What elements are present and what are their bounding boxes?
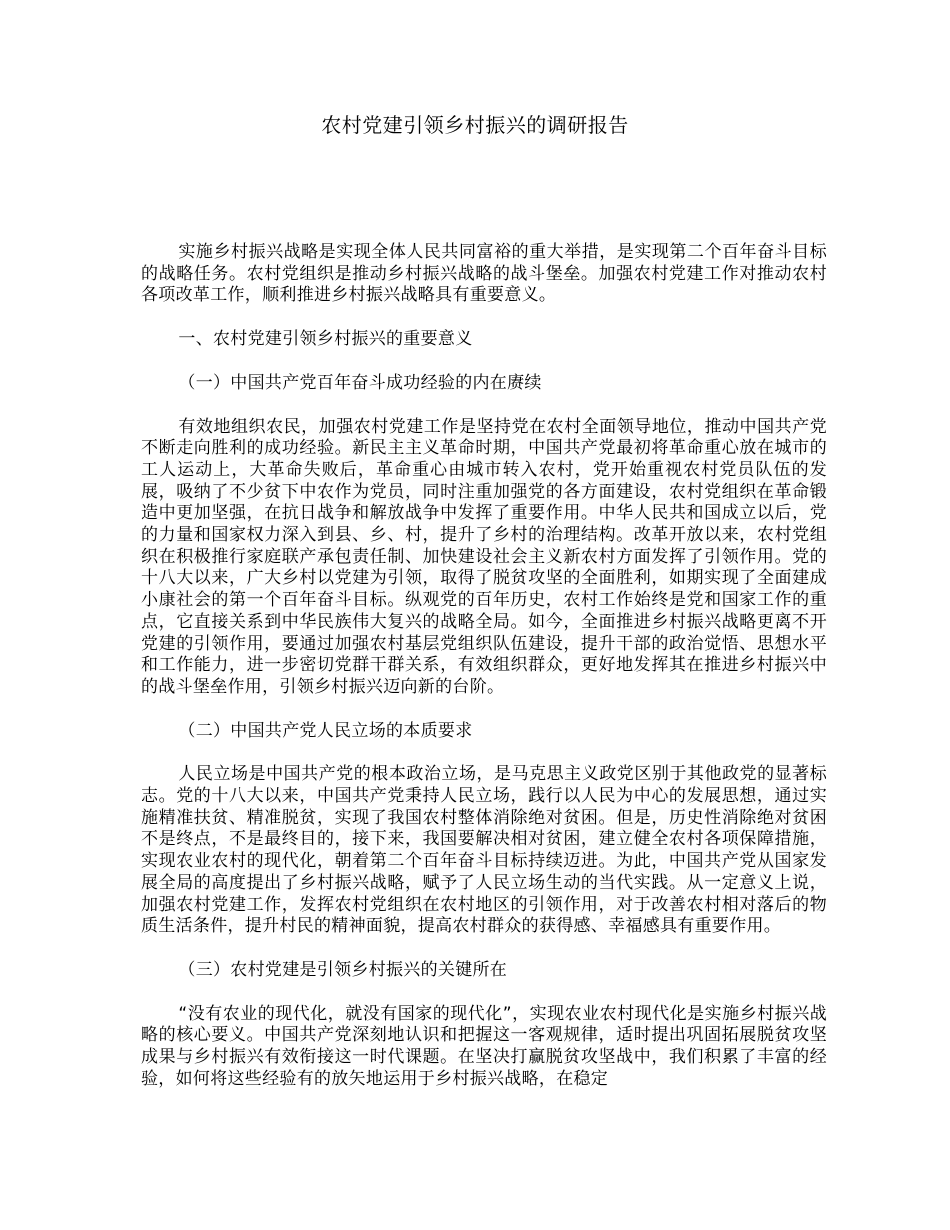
subsection-heading: （二）中国共产党人民立场的本质要求 bbox=[178, 720, 473, 741]
document-title: 农村党建引领乡村振兴的调研报告 bbox=[321, 113, 629, 137]
section-heading: 一、农村党建引领乡村振兴的重要意义 bbox=[178, 329, 473, 350]
body-paragraph: “没有农业的现代化，就没有国家的现代化”，实现农业农村现代化是实施乡村振兴战略的核心要义。中国共产党深刻地认识和把握这一客观规律，适时提出巩固拓展脱贫攻坚成果与乡村振兴有效衔接这一时代课题。在坚决打赢脱贫攻坚战中，我们积累了丰富的经验，如何将这些经验有的放矢地运用于乡村振兴战略，在稳定 bbox=[141, 1003, 827, 1089]
body-paragraph: 有效地组织农民，加强农村党建工作是坚持党在农村全面领导地位，推动中国共产党不断走向胜利的成功经验。新民主主义革命时期，中国共产党最初将革命重心放在城市的工人运动上，大革命失败后，革命重心由城市转入农村，党开始重视农村党员队伍的发展，吸纳了不少贫下中农作为党员，同时注重加强党的各方面建设，农村党组织在革命锻造中更加坚强，在抗日战争和解放战争中发挥了重要作用。中华人民共和国成立以后，党的力量和国家权力深入到县、乡、村，提升了乡村的治理结构。改革开放以来，农村党组织在积极推行家庭联产承包责任制、加快建设社会主义新农村方面发挥了引领作用。党的十八大以来，广大乡村以党建为引领，取得了脱贫攻坚的全面胜利，如期实现了全面建成小康社会的第一个百年奋斗目标。纵观党的百年历史，农村工作始终是党和国家工作的重点，它直接关系到中华民族伟大复兴的战略全局。如今，全面推进乡村振兴战略更离不开党建的引领作用，要通过加强农村基层党组织队伍建设，提升干部的政治觉悟、思想水平和工作能力，进一步密切党群干群关系，有效组织群众，更好地发挥其在推进乡村振兴中的战斗堡垒作用，引领乡村振兴迈向新的台阶。 bbox=[141, 416, 827, 697]
subsection-heading: （三）农村党建是引领乡村振兴的关键所在 bbox=[178, 959, 508, 980]
subsection-heading: （一）中国共产党百年奋斗成功经验的内在赓续 bbox=[178, 372, 542, 393]
intro-paragraph: 实施乡村振兴战略是实现全体人民共同富裕的重大举措，是实现第二个百年奋斗目标的战略任务。农村党组织是推动乡村振兴战略的战斗堡垒。加强农村党建工作对推动农村各项改革工作，顺利推进乡村振兴战略具有重要意义。 bbox=[141, 242, 827, 306]
document-body bbox=[141, 242, 827, 1091]
body-paragraph: 人民立场是中国共产党的根本政治立场，是马克思主义政党区别于其他政党的显著标志。党的十八大以来，中国共产党秉持人民立场，践行以人民为中心的发展思想，通过实施精准扶贫、精准脱贫，实现了我国农村整体消除绝对贫困。但是，历史性消除绝对贫困不是终点，不是最终目的，接下来，我国要解决相对贫困，建立健全农村各项保障措施，实现农业农村的现代化，朝着第二个百年奋斗目标持续迈进。为此，中国共产党从国家发展全局的高度提出了乡村振兴战略，赋予了人民立场生动的当代实践。从一定意义上说，加强农村党建工作，发挥农村党组织在农村地区的引领作用，对于改善农村相对落后的物质生活条件，提升村民的精神面貌，提高农村群众的获得感、幸福感具有重要作用。 bbox=[141, 764, 827, 937]
